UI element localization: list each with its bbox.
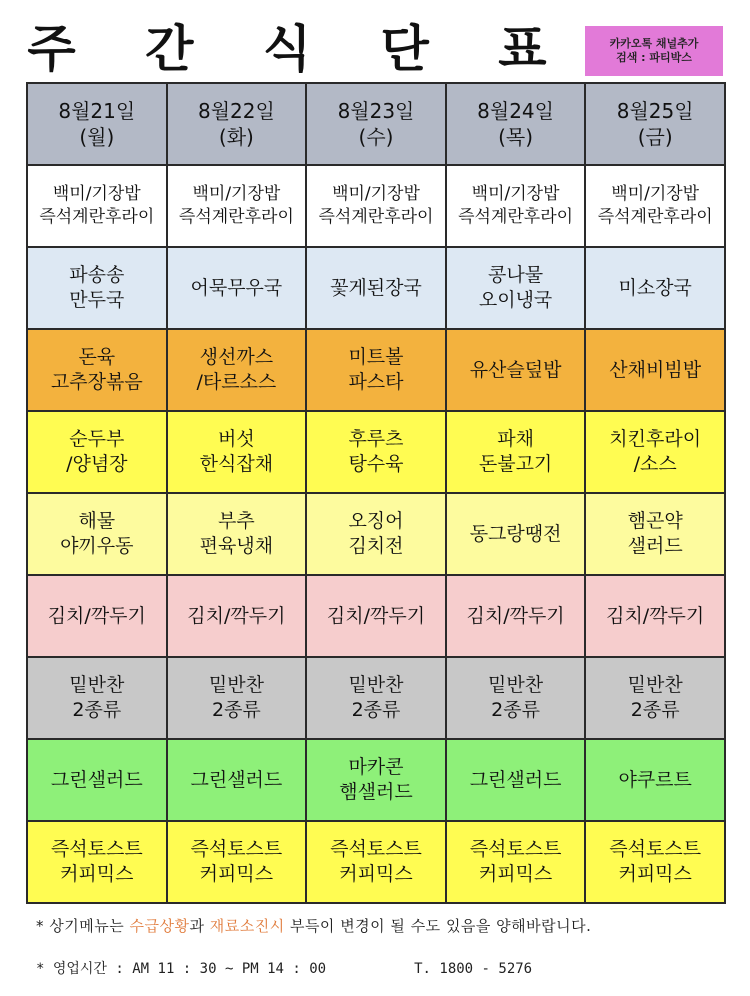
menu-item-text: 치킨후라이 [609,428,702,450]
menu-item-text: 파스타 [348,371,404,393]
day-header-cell [306,83,446,165]
menu-item-text: 동그랑땡전 [469,522,562,545]
menu-cell [585,165,725,247]
menu-item-text: 그린샐러드 [469,768,562,791]
menu-item-text: 편육냉채 [199,535,274,557]
menu-cell [27,575,167,657]
menu-item-text: 김치/깍두기 [47,604,146,627]
menu-item-text: /양념장 [66,453,128,475]
menu-row-toast [27,821,725,903]
menu-item-text: 즉석계란후라이 [318,207,434,227]
kakao-channel-badge [585,26,723,76]
menu-cell [585,821,725,903]
menu-item-text: 오징어 [348,510,404,532]
menu-item-text: 후루츠 [348,428,404,450]
weekly-menu-table [26,82,726,904]
menu-item-text: 그린샐러드 [50,768,143,791]
menu-cell [167,247,307,329]
menu-cell [585,575,725,657]
menu-change-notice [36,916,736,936]
menu-cell [167,575,307,657]
menu-row-side2 [27,657,725,739]
menu-item-text: 백미/기장밥 [52,184,141,204]
menu-item-text: 콩나물 [488,264,544,286]
menu-item-text: 즉석토스트 [330,838,422,860]
menu-item-text: 생선까스 [199,346,274,368]
notice-highlight-stock: 재료소진시 [209,917,285,935]
menu-item-text: 백미/기장밥 [611,184,700,204]
menu-item-text: 백미/기장밥 [471,184,560,204]
menu-item-text: 만두국 [69,289,125,311]
menu-row-soup [27,247,725,329]
menu-item-text: 즉석계란후라이 [458,207,574,227]
menu-item-text: 2종류 [211,699,261,721]
menu-item-text: 즉석계란후라이 [39,207,155,227]
menu-cell [585,657,725,739]
menu-item-text: 마카콘 [348,756,404,778]
day-weekday: (월) [79,125,115,149]
menu-item-text: 밑반찬 [627,674,683,696]
menu-cell [167,493,307,575]
menu-item-text: 커피믹스 [60,863,134,885]
menu-cell [585,739,725,821]
menu-item-text: 순두부 [69,428,125,450]
menu-item-text: 샐러드 [627,535,683,557]
menu-item-text: 밑반찬 [488,674,544,696]
notice-mid: 과 [189,917,210,935]
badge-line-1: 카카오톡 채널추가 [609,37,699,50]
phone-number: T. 1800 - 5276 [414,961,533,977]
menu-item-text: 탕수육 [348,453,404,475]
menu-item-text: 유산슬덮밥 [469,358,562,381]
day-header-cell [167,83,307,165]
menu-item-text: 버섯 [218,428,255,450]
menu-cell [27,329,167,411]
menu-item-text: 산채비빔밥 [609,358,702,381]
day-weekday: (수) [358,125,394,149]
menu-item-text: 커피믹스 [339,863,413,885]
day-weekday: (목) [498,125,534,149]
menu-cell [27,165,167,247]
menu-item-text: 돈육 [78,346,116,368]
menu-item-text: 2종류 [630,699,680,721]
menu-item-text: 밑반찬 [348,674,404,696]
menu-cell [446,247,586,329]
menu-row-main2 [27,411,725,493]
menu-item-text: 즉석계란후라이 [597,207,713,227]
menu-cell [585,329,725,411]
day-date: 8월24일 [477,99,554,123]
menu-cell [306,821,446,903]
menu-cell [446,165,586,247]
menu-item-text: 햄곤약 [627,510,683,532]
menu-item-text: 즉석토스트 [190,838,283,860]
menu-item-text: 백미/기장밥 [192,184,281,204]
menu-cell [306,165,446,247]
menu-item-text: 즉석토스트 [50,838,143,860]
menu-cell [167,329,307,411]
menu-cell [446,493,586,575]
menu-item-text: 커피믹스 [199,863,274,885]
menu-cell [446,575,586,657]
menu-cell [306,657,446,739]
menu-item-text: 야끼우동 [60,535,134,557]
menu-item-text: 파송송 [69,264,125,286]
menu-cell [446,657,586,739]
menu-cell [27,493,167,575]
menu-cell [306,575,446,657]
day-date: 8월25일 [616,99,694,123]
menu-item-text: 꽃게된장국 [330,276,422,299]
menu-cell [27,657,167,739]
day-header-cell [446,83,586,165]
menu-item-text: 어묵무우국 [190,276,283,299]
menu-cell [585,411,725,493]
menu-item-text: 오이냉국 [478,289,553,311]
menu-cell [27,411,167,493]
menu-item-text: 해물 [78,510,116,532]
menu-item-text: 즉석토스트 [609,838,702,860]
menu-cell [167,411,307,493]
menu-cell [306,493,446,575]
menu-item-text: /타르소스 [196,371,277,393]
menu-item-text: 2종류 [72,699,122,721]
menu-cell [306,329,446,411]
menu-item-text: 김치/깍두기 [466,604,565,627]
business-info [36,959,736,979]
menu-cell [306,411,446,493]
menu-item-text: 고추장볶음 [50,371,143,393]
menu-cell [306,739,446,821]
menu-item-text: 즉석토스트 [469,838,562,860]
day-date: 8월23일 [337,99,415,123]
menu-item-text: 김치전 [348,535,404,557]
menu-cell [446,821,586,903]
menu-item-text: 밑반찬 [69,674,125,696]
menu-cell [167,165,307,247]
day-date: 8월22일 [197,99,275,123]
page-title: 주 간 식 단 표 [27,20,573,78]
menu-item-text: 부추 [218,510,255,532]
menu-item-text: /소스 [633,453,677,475]
notice-suffix: 부득이 변경이 될 수도 있음을 양해바랍니다. [284,917,592,935]
menu-cell [585,493,725,575]
menu-item-text: 커피믹스 [478,863,553,885]
menu-cell [306,247,446,329]
menu-row-rice [27,165,725,247]
menu-item-text: 2종류 [351,699,401,721]
menu-row-salad [27,739,725,821]
notice-prefix: * 상기메뉴는 [36,917,130,935]
menu-cell [27,739,167,821]
day-header-cell [585,83,725,165]
menu-cell [446,329,586,411]
menu-item-text: 돈불고기 [478,453,553,475]
menu-cell [167,821,307,903]
menu-item-text: 파채 [497,428,534,450]
menu-cell [27,821,167,903]
menu-row-main1 [27,329,725,411]
notice-highlight-supply: 수급상황 [129,917,190,935]
menu-item-text: 미트볼 [348,346,404,368]
menu-cell [27,247,167,329]
menu-item-text: 밑반찬 [208,674,264,696]
menu-item-text: 김치/깍두기 [326,604,426,627]
menu-item-text: 백미/기장밥 [332,184,420,204]
menu-cell [585,247,725,329]
date-header-row [27,83,725,165]
menu-item-text: 김치/깍두기 [606,604,705,627]
menu-cell [446,739,586,821]
menu-cell [167,657,307,739]
menu-row-side1 [27,493,725,575]
menu-cell [446,411,586,493]
menu-item-text: 커피믹스 [618,863,692,885]
menu-item-text: 즉석계란후라이 [178,207,294,227]
menu-cell [167,739,307,821]
day-header-cell [27,83,167,165]
menu-item-text: 김치/깍두기 [187,604,286,627]
badge-line-2: 검색 : 파티박스 [616,51,692,64]
menu-item-text: 한식잡채 [199,453,274,475]
day-date: 8월21일 [58,99,136,123]
menu-row-kimchi [27,575,725,657]
business-hours: * 영업시간 : AM 11 : 30 ~ PM 14 : 00 [36,961,327,977]
menu-item-text: 미소장국 [618,276,692,299]
day-weekday: (금) [637,125,673,149]
menu-item-text: 2종류 [491,699,540,721]
menu-item-text: 햄샐러드 [339,781,413,803]
day-weekday: (화) [218,125,254,149]
menu-item-text: 그린샐러드 [190,768,283,791]
notes-section [36,916,736,979]
menu-item-text: 야쿠르트 [618,768,692,791]
